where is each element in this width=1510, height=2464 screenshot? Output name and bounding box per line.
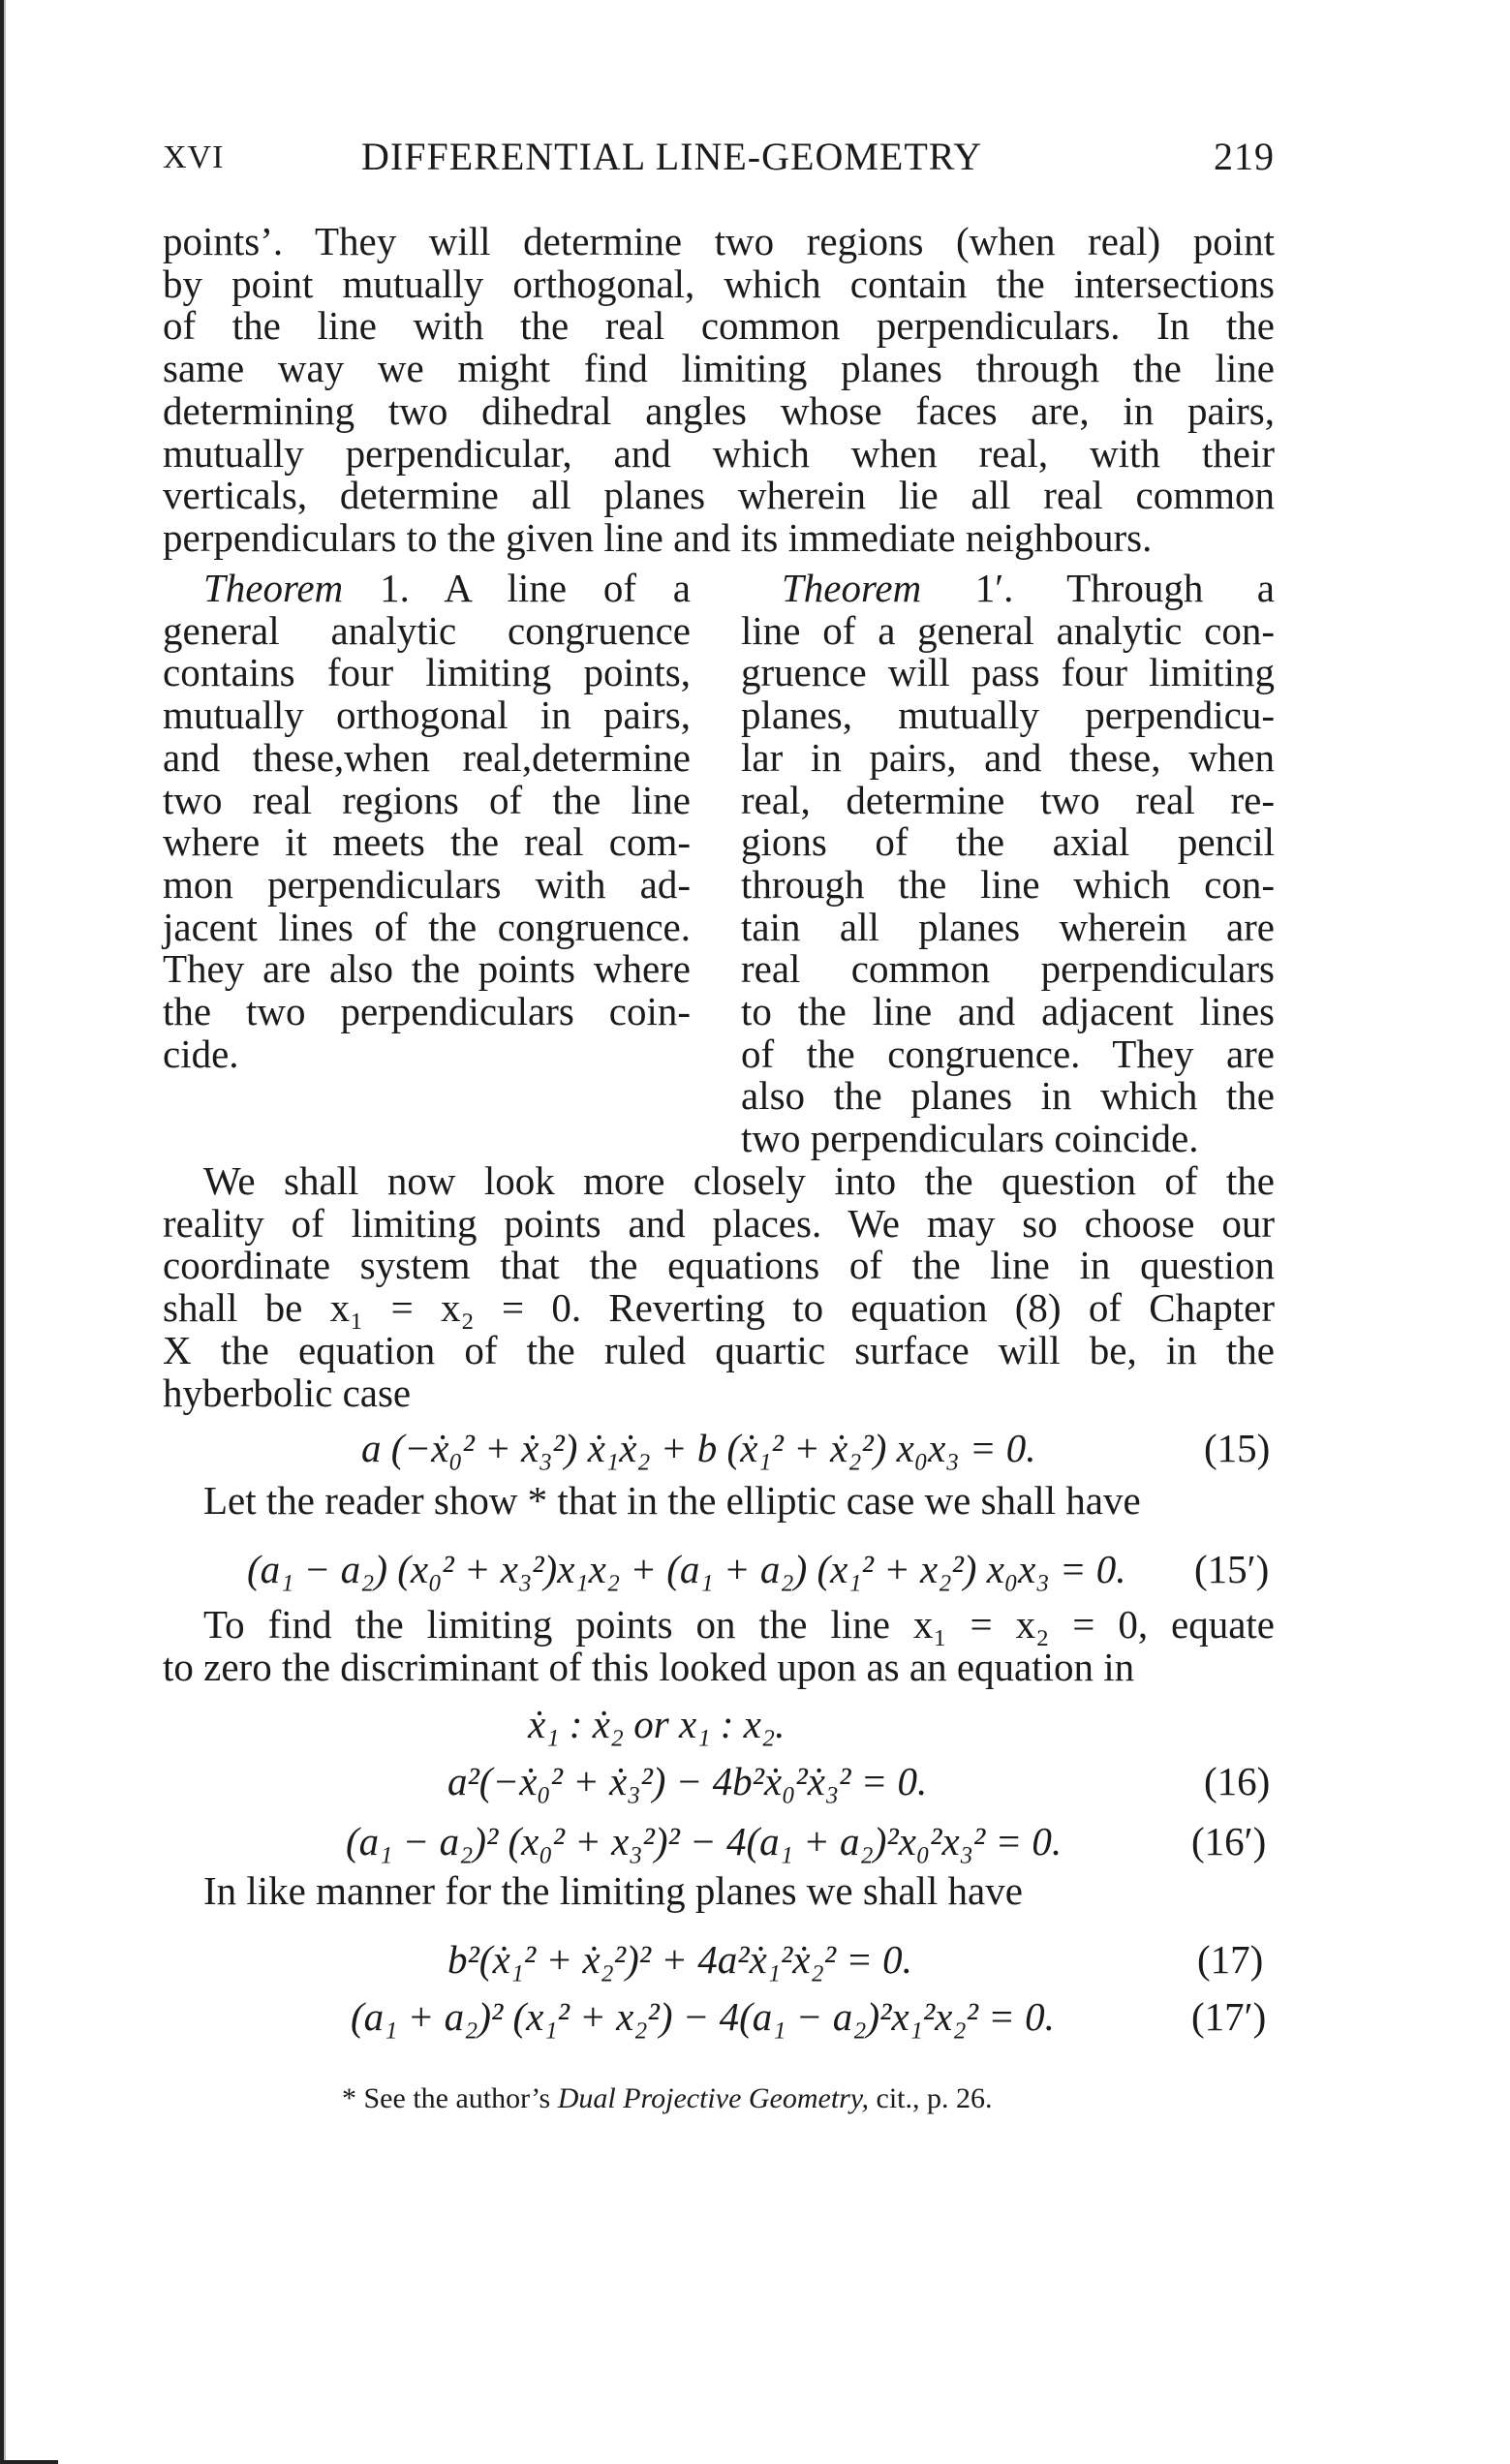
equation-15-body: a (−ẋ₀² + ẋ₃²) ẋ₁ẋ₂ + b (ẋ₁² + ẋ₂²) x₀x₃ = 0.: [361, 1426, 1036, 1470]
equation-15-prime: [247, 1546, 1126, 1592]
text-line: mon perpendiculars with ad-: [163, 861, 691, 907]
text-line: coordinate system that the equations of the line in question: [163, 1243, 1275, 1288]
equation-15-number: (15): [1204, 1426, 1271, 1470]
text-line: X the equation of the ruled quartic surface will be, in the: [163, 1327, 1275, 1372]
text-line: jacent lines of the congruence.: [163, 904, 691, 949]
text-line: also the planes in which the: [741, 1073, 1275, 1119]
text-line: through the line which con-: [741, 861, 1275, 907]
text-line: They are also the points where: [163, 946, 691, 992]
text-line: lar in pairs, and these, when: [741, 734, 1275, 780]
running-title: DIFFERENTIAL LINE-GEOMETRY: [361, 135, 983, 178]
text-line: cide.: [163, 1031, 239, 1076]
theorem-heading-line: [163, 568, 691, 610]
text-line: In like manner for the limiting planes we shall have: [203, 1868, 1023, 1913]
footnote-suffix: cit., p. 26.: [876, 2082, 993, 2114]
theorem-1-prime-column: [741, 568, 1275, 1160]
theorem-1-column: [163, 568, 691, 1075]
limiting-planes-line: [163, 1870, 1275, 1913]
text-line: contains four limiting points,: [163, 650, 691, 695]
text-line: to the line and adjacent lines: [741, 989, 1275, 1034]
text-line: the two perpendiculars coin-: [163, 989, 691, 1034]
equation-15-prime-number: (15′): [1194, 1547, 1270, 1591]
text-line: two real regions of the line: [163, 777, 691, 822]
equation-15: [361, 1425, 1035, 1471]
text-line: reality of limiting points and places. We may so choose our: [163, 1200, 1275, 1246]
theorem-label: Theorem: [203, 566, 344, 610]
text-line: by point mutually orthogonal, which contain the intersections: [163, 261, 1275, 306]
equation-17-prime: [351, 1993, 1055, 2040]
text-line: line of a general analytic con-: [741, 607, 1275, 653]
chapter-number: XVI: [163, 139, 225, 175]
text-line: gions of the axial pencil: [741, 819, 1275, 865]
reality-paragraph: [163, 1160, 1275, 1414]
equation-17-prime-body: (a₁ + a₂)² (x₁² + x₂²) − 4(a₁ − a₂)²x₁²x₂² = 0.: [351, 1994, 1055, 2039]
theorem-number: 1.: [380, 566, 410, 610]
intro-paragraph: [163, 221, 1275, 560]
theorem-first-text: A line of a: [444, 566, 691, 610]
equation-16-prime-body: (a₁ − a₂)² (x₀² + x₃²)² − 4(a₁ + a₂)²x₀²x₃² = 0.: [346, 1819, 1063, 1863]
text-line: general analytic congruence: [163, 607, 691, 653]
theorem-heading-line: [741, 568, 1275, 610]
theorem-label: Theorem: [782, 566, 922, 610]
footnote-book-title: Dual Projective Geometry,: [557, 2082, 870, 2114]
text-line: where it meets the real com-: [163, 819, 691, 865]
theorem-number: 1′.: [974, 566, 1014, 610]
running-header: [163, 134, 1275, 188]
text-line: of the congruence. They are: [741, 1031, 1275, 1076]
equation-15-prime-body: (a₁ − a₂) (x₀² + x₃²)x₁x₂ + (a₁ + a₂) (x₁² + x₂²) x₀x₃ = 0.: [247, 1547, 1126, 1591]
text-line: to zero the discriminant of this looked upon as an equation in: [163, 1644, 1135, 1689]
text-line: same way we might find limiting planes through the line: [163, 346, 1275, 391]
text-line: To find the limiting points on the line x₁ = x₂ = 0, equate: [203, 1602, 1275, 1647]
footnote: [342, 2082, 993, 2115]
footnote-prefix: * See the author’s: [342, 2082, 551, 2114]
equation-16-prime-number: (16′): [1191, 1819, 1267, 1863]
text-line: shall be x₁ = x₂ = 0. Reverting to equation (8) of Chapter: [163, 1285, 1275, 1331]
text-line: tain all planes wherein are: [741, 904, 1275, 949]
text-line: determining two dihedral angles whose faces are, in pairs,: [163, 387, 1275, 433]
text-line: verticals, determine all planes wherein lie all real common: [163, 473, 1275, 518]
text-line: gruence will pass four limiting: [741, 650, 1275, 695]
text-line: two perpendiculars coincide.: [741, 1116, 1199, 1161]
equation-16-body: a²(−ẋ₀² + ẋ₃²) − 4b²ẋ₀²ẋ₃² = 0.: [447, 1759, 928, 1803]
theorem-first-text: Through a: [1066, 566, 1275, 610]
text-line: planes, mutually perpendicu-: [741, 693, 1275, 738]
equation-16-number: (16): [1204, 1759, 1271, 1803]
text-line: real common perpendiculars: [741, 946, 1275, 992]
text-line: points’. They will determine two regions (when real) point: [163, 219, 1275, 263]
equation-17-body: b²(ẋ₁² + ẋ₂²)² + 4a²ẋ₁²ẋ₂² = 0.: [447, 1937, 912, 1982]
text-line: and these,when real,determine: [163, 734, 691, 780]
text-line: real, determine two real re-: [741, 777, 1275, 822]
text-line: perpendiculars to the given line and its immediate neighbours.: [163, 514, 1153, 560]
limiting-points-paragraph: [163, 1604, 1275, 1688]
equation-16: [447, 1758, 927, 1804]
equation-17-prime-number: (17′): [1191, 1994, 1267, 2039]
text-line: mutually perpendicular, and which when real, with their: [163, 430, 1275, 476]
equation-17-number: (17): [1197, 1937, 1264, 1982]
equation-17: [447, 1936, 912, 1983]
ratio-line: ẋ₁ : ẋ₂ or x₁ : x₂.: [528, 1702, 786, 1746]
text-line: We shall now look more closely into the question of the: [203, 1158, 1275, 1203]
text-line: hyberbolic case: [163, 1370, 412, 1415]
binding-shadow: [4, 0, 6, 2464]
text-line: Let the reader show * that in the elliptic case we shall have: [203, 1478, 1141, 1523]
equation-16-prime: [346, 1818, 1062, 1864]
page-corner-mark: [0, 2460, 58, 2464]
page-number: 219: [1214, 135, 1275, 178]
elliptic-intro-line: [163, 1480, 1275, 1523]
text-line: mutually orthogonal in pairs,: [163, 693, 691, 738]
text-line: of the line with the real common perpendiculars. In the: [163, 303, 1275, 349]
